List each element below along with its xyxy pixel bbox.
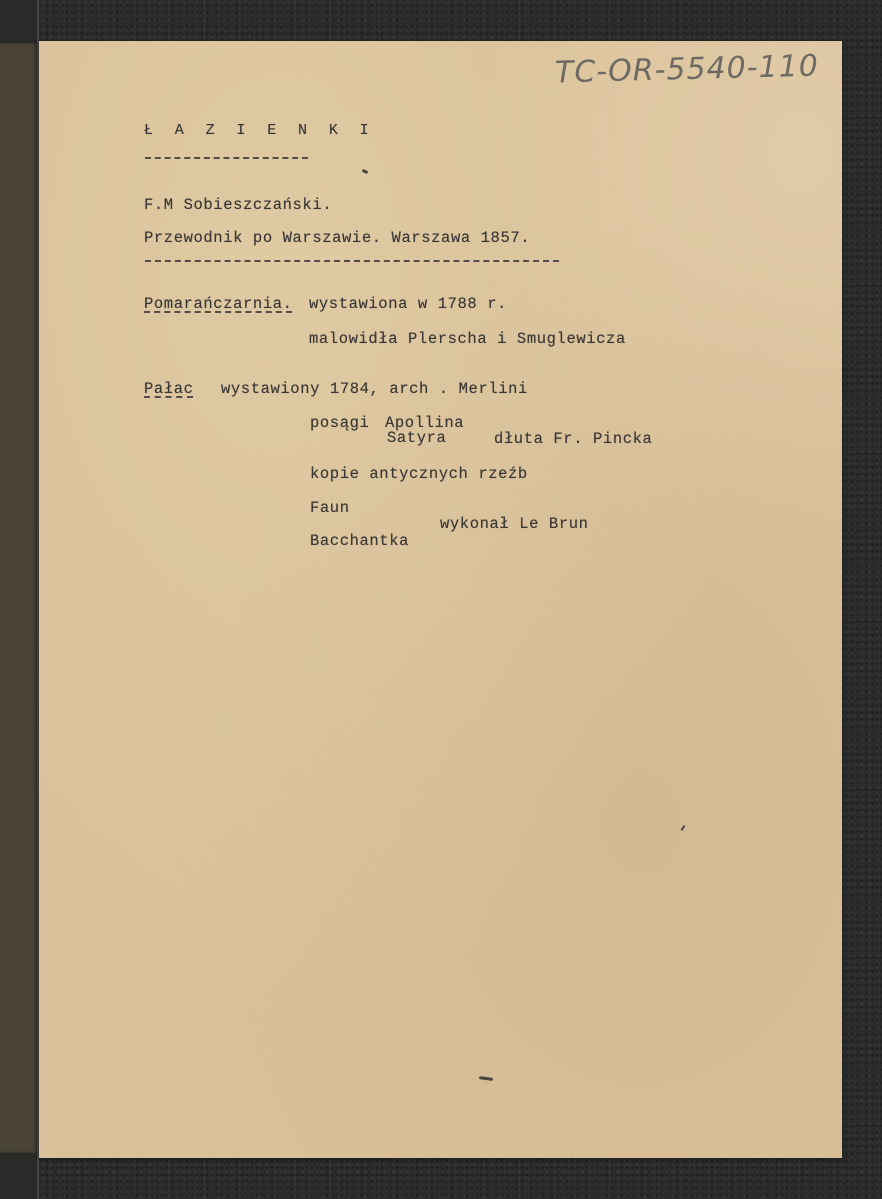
title-underline: [145, 157, 308, 159]
entry-detail-paintings: malowidła Plerscha i Smuglewicza: [309, 330, 626, 348]
entry-description-orangery: wystawiona w 1788 r.: [309, 295, 508, 313]
copy-item-faun: Faun: [310, 499, 350, 517]
statue-item-apollo: Apollina: [385, 414, 465, 432]
archive-number: TC-OR-5540-110: [554, 48, 820, 91]
copies-author: wykonał Le Brun: [440, 515, 589, 533]
copies-label: kopie antycznych rzeźb: [310, 465, 528, 483]
entry-name-orangery: Pomarańczarnia.: [144, 295, 293, 313]
statues-label: posągi: [310, 414, 370, 432]
statues-author: dłuta Fr. Pincka: [494, 430, 653, 448]
statue-item-satyr: Satyra: [387, 429, 447, 447]
entry-description-palace: wystawiony 1784, arch . Merlini: [221, 380, 528, 398]
adjacent-page-shadow: [0, 43, 37, 1153]
document-title: Ł A Z I E N K I: [144, 122, 376, 139]
source-author: F.M Sobieszczański.: [144, 196, 333, 214]
copy-item-bacchante: Bacchantka: [310, 532, 410, 550]
entry-name-palace: Pałac: [144, 380, 194, 398]
source-book: Przewodnik po Warszawie. Warszawa 1857.: [144, 229, 531, 247]
source-divider: [145, 260, 559, 262]
